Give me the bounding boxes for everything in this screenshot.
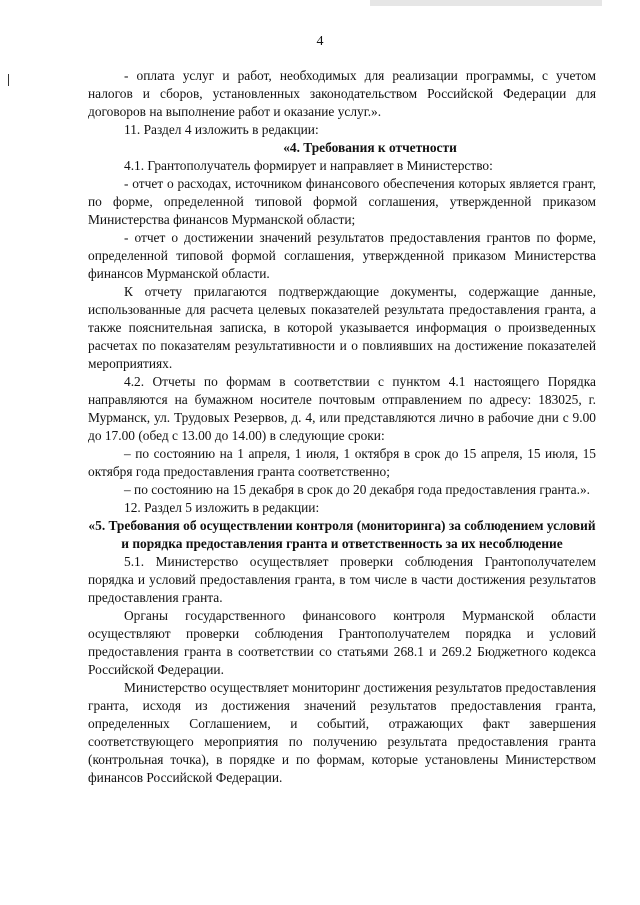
section-heading-5: «5. Требования об осуществлении контроля (мониторинга) за соблюдением условий и порядка предоставления гранта и ответственность за их несоблюдение [88, 518, 596, 551]
scan-artifact-bar [370, 0, 602, 6]
page-number: 4 [316, 34, 324, 49]
scan-margin-mark [8, 74, 9, 86]
paragraph-attachments: К отчету прилагаются подтверждающие документы, содержащие данные, использованные для расчета целевых показателей результата предоставления гранта, а также пояснительная записка, в которой указывается информация о произведенных расчетах по показателям результативности и о повлиявших на достижение показателей мероприятиях. [88, 284, 596, 371]
paragraph-results-report: - отчет о достижении значений результатов предоставления грантов по форме, определенной типовой формой соглашения, утвержденной приказом Министерства финансов Мурманской области. [88, 230, 596, 281]
paragraph-monitoring: Министерство осуществляет мониторинг достижения результатов предоставления гранта, исходя из достижения значений результатов предоставления гранта, определенных Соглашением, и событий, отражающих факт завершения соответствующего мероприятия по получению результата предоставления гранта (контрольная точка), в порядке и по формам, которые установлены Министерством финансов Российской Федерации. [88, 680, 596, 785]
paragraph-4-2: 4.2. Отчеты по формам в соответствии с пунктом 4.1 настоящего Порядка направляются на бумажном носителе почтовым отправлением по адресу: 183025, г. Мурманск, ул. Трудовых Резервов, д. 4, или представляются лично в рабочие дни с 9.00 до 17.00 (обед с 13.00 до 14.00) в следующие сроки: [88, 374, 596, 443]
paragraph-state-control: Органы государственного финансового контроля Мурманской области осуществляют проверки соблюдения Грантополучателем порядка и условий предоставления гранта в соответствии со статьями 268.1 и 269.2 Бюджетного кодекса Российской Федерации. [88, 608, 596, 677]
paragraph-payment-services: - оплата услуг и работ, необходимых для реализации программы, с учетом налогов и сборов, установленных законодательством Российской Федерации для договоров на выполнение работ и оказание услуг.». [88, 68, 596, 119]
document-body [88, 67, 596, 787]
paragraph-4-1: 4.1. Грантополучатель формирует и направляет в Министерство: [124, 158, 493, 173]
paragraph-item-12: 12. Раздел 5 изложить в редакции: [124, 500, 320, 515]
section-heading-4: «4. Требования к отчетности [283, 140, 457, 155]
paragraph-item-11: 11. Раздел 4 изложить в редакции: [124, 122, 319, 137]
paragraph-5-1: 5.1. Министерство осуществляет проверки соблюдения Грантополучателем порядка и условий предоставления гранта, в том числе в части достижения результатов предоставления гранта. [88, 554, 596, 605]
paragraph-quarterly-deadlines: – по состоянию на 1 апреля, 1 июля, 1 октября в срок до 15 апреля, 15 июля, 15 октября года предоставления гранта соответственно; [88, 446, 596, 479]
paragraph-expense-report: - отчет о расходах, источником финансового обеспечения которых является грант, по форме, определенной типовой формой соглашения, утвержденной приказом Министерства финансов Мурманской области; [88, 176, 596, 227]
paragraph-annual-deadline: – по состоянию на 15 декабря в срок до 20 декабря года предоставления гранта.». [124, 482, 591, 497]
